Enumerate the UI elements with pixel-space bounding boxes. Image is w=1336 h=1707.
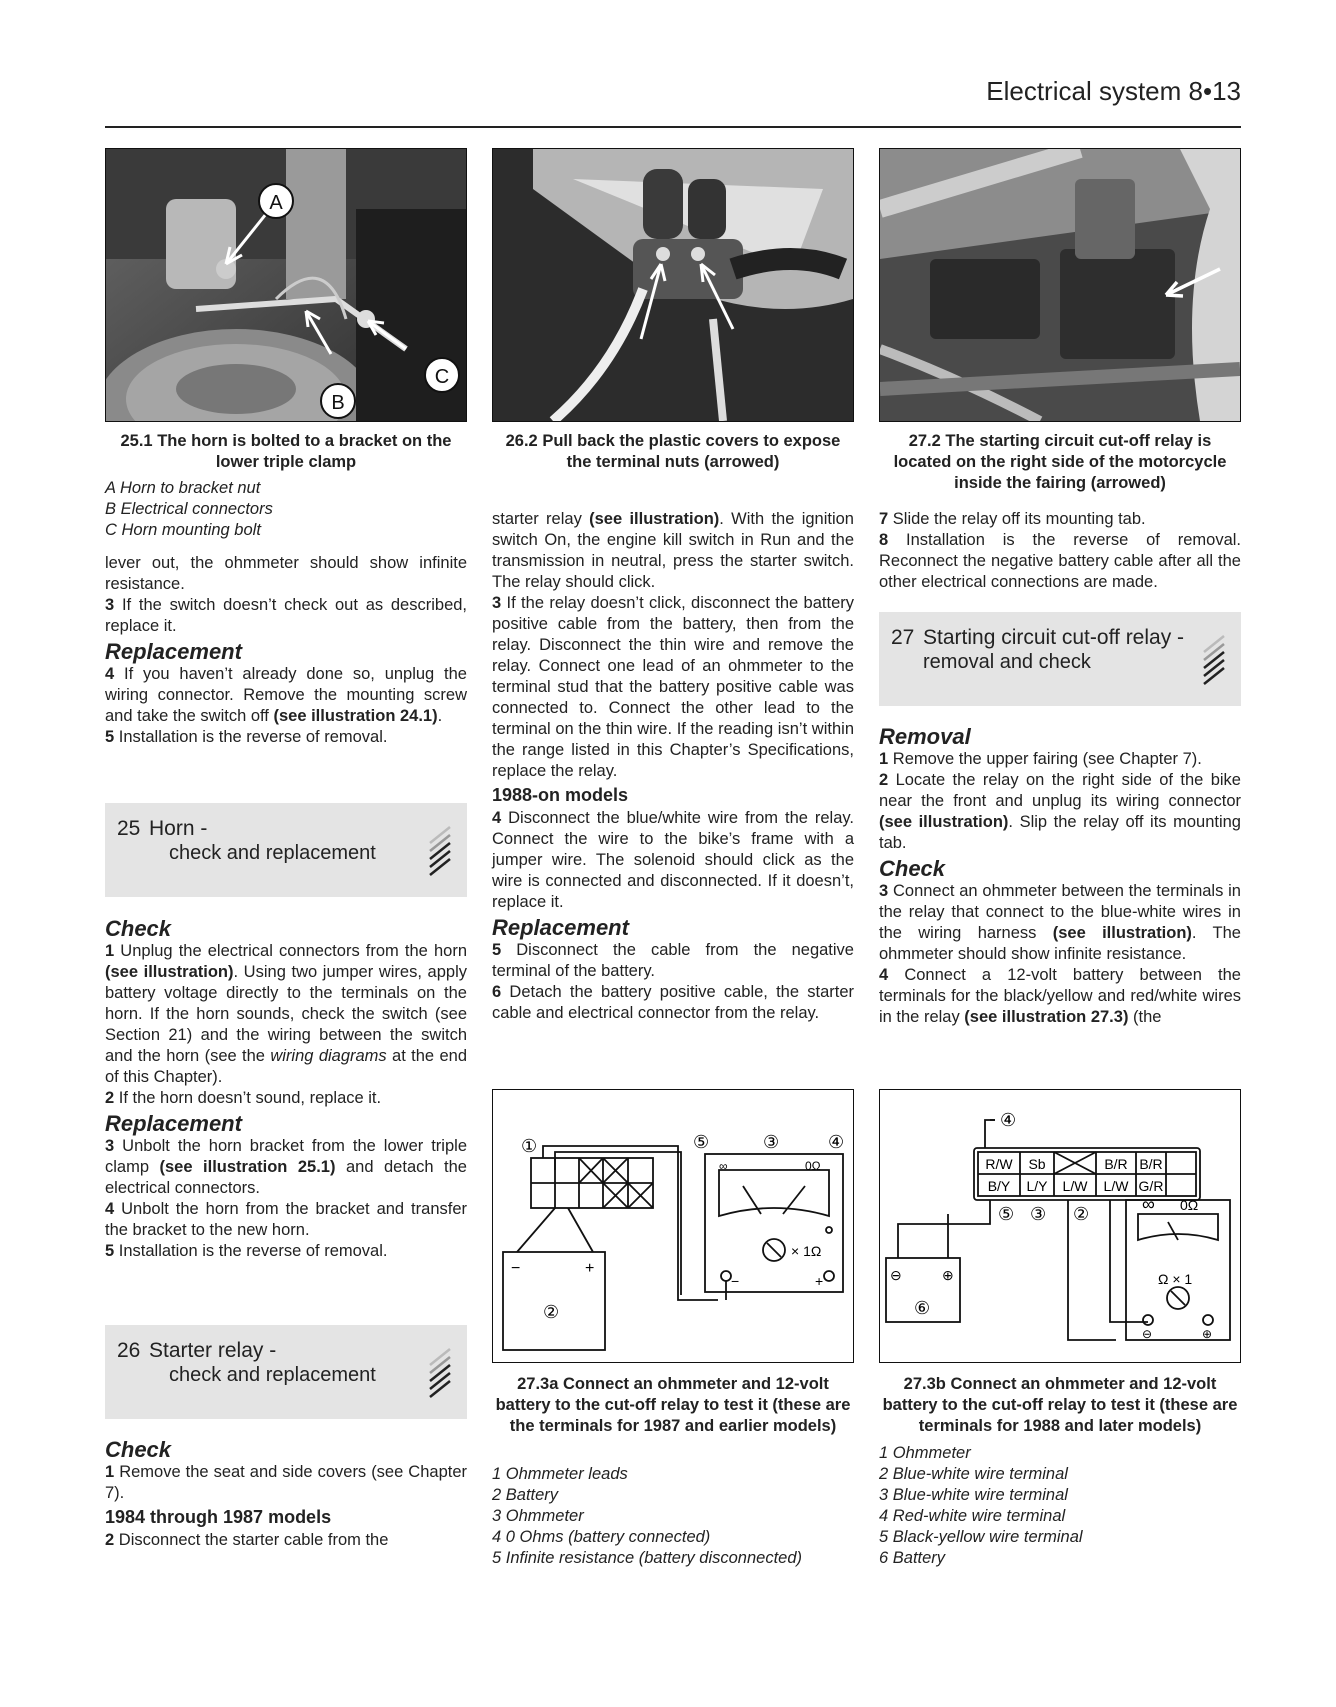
paragraph: 4 Connect a 12-volt battery between the terminals for the black/yellow and red/white wires in the relay (see illustration 27.3) (the xyxy=(879,966,1241,1026)
heading-check: Check xyxy=(105,916,172,941)
col3-text-mid xyxy=(879,722,1241,1028)
legend-item: 3 Blue-white wire terminal xyxy=(879,1486,1068,1504)
meter-minus: ⊖ xyxy=(1142,1327,1153,1341)
meter-infinity: ∞ xyxy=(1142,1194,1155,1214)
photo-starter-relay xyxy=(492,148,854,422)
paragraph: 4 Unbolt the horn from the bracket and transfer the bracket to the new horn. xyxy=(105,1200,467,1239)
battery-minus: − xyxy=(511,1260,521,1277)
photo-horn xyxy=(105,148,467,422)
paragraph: 1 Remove the seat and side covers (see Chapter 7). xyxy=(105,1463,467,1502)
section-number: 25 xyxy=(117,817,141,840)
terminal-label: G/R xyxy=(1138,1178,1164,1194)
callout-3: ③ xyxy=(1030,1204,1047,1224)
page-header xyxy=(105,70,1241,128)
meter-zero: 0Ω xyxy=(1180,1197,1199,1213)
paragraph: 5 Installation is the reverse of removal. xyxy=(105,1242,388,1260)
terminal-label: Sb xyxy=(1028,1156,1046,1172)
legend-item: 2 Battery xyxy=(492,1486,559,1504)
paragraph: 8 Installation is the reverse of removal. Reconnect the negative battery cable after all the other electrical connections are made. xyxy=(879,531,1241,591)
diagram-27-3a-legend xyxy=(492,1464,854,1569)
col1-text-mid xyxy=(105,914,467,1262)
section-number: 26 xyxy=(117,1339,141,1362)
wrench-difficulty-icon xyxy=(425,815,455,881)
paragraph: 4 Disconnect the blue/white wire from the relay. Connect the wire to the bike’s frame with a jumper wire. The solenoid should click as the wire is connected and disconnected. If it doesn’t, replace it. xyxy=(492,809,854,911)
photo-starter-relay-caption: 26.2 Pull back the plastic covers to expose the terminal nuts (arrowed) xyxy=(505,432,841,471)
diagram-27-3b-caption: 27.3b Connect an ohmmeter and 12-volt battery to the cut-off relay to test it (these are terminals for 1988 and later models) xyxy=(882,1375,1238,1435)
battery-plus: + xyxy=(585,1260,595,1277)
paragraph: 5 Disconnect the cable from the negative terminal of the battery. xyxy=(492,941,854,980)
photo-horn-legend xyxy=(105,478,467,541)
terminal-label: B/R xyxy=(1104,1156,1128,1172)
legend-item: 1 Ohmmeter xyxy=(879,1444,971,1462)
section-25-box xyxy=(105,803,467,897)
heading-replacement: Replacement xyxy=(105,639,242,664)
diagram-27-3b-legend xyxy=(879,1443,1241,1569)
wrench-difficulty-icon xyxy=(1199,624,1229,690)
paragraph: 6 Detach the battery positive cable, the starter cable and electrical connector from the relay. xyxy=(492,983,854,1022)
paragraph: starter relay (see illustration). With the ignition switch On, the engine kill switch in Run and the transmission in neutral, press the starter switch. The relay should click. xyxy=(492,510,854,591)
paragraph: 3 Unbolt the horn bracket from the lower triple clamp (see illustration 25.1) and detach the electrical connectors. xyxy=(105,1137,467,1197)
label-b: B xyxy=(331,392,345,414)
col1-text-top xyxy=(105,553,467,748)
heading-models-1984-1987: 1984 through 1987 models xyxy=(105,1507,332,1527)
page-title: Electrical system 8•13 xyxy=(986,76,1241,106)
section-number: 27 xyxy=(891,626,915,649)
heading-models-1988-on: 1988-on models xyxy=(492,785,629,805)
legend-item: 4 0 Ohms (battery connected) xyxy=(492,1528,711,1546)
battery-plus: ⊕ xyxy=(942,1267,954,1283)
heading-replacement: Replacement xyxy=(492,915,629,940)
meter-zero: 0Ω xyxy=(805,1159,821,1173)
heading-check: Check xyxy=(105,1437,172,1462)
legend-item: B Electrical connectors xyxy=(105,500,273,518)
paragraph: 2 If the horn doesn’t sound, replace it. xyxy=(105,1089,382,1107)
callout-3: ③ xyxy=(763,1132,780,1152)
terminal-label: L/Y xyxy=(1026,1178,1048,1194)
terminal-label: R/W xyxy=(985,1156,1013,1172)
terminal-label: L/W xyxy=(1062,1178,1088,1194)
paragraph: 1 Remove the upper fairing (see Chapter 7). xyxy=(879,750,1202,768)
heading-replacement: Replacement xyxy=(105,1111,242,1136)
diagram-27-3a-caption: 27.3a Connect an ohmmeter and 12-volt battery to the cut-off relay to test it (these are the terminals for 1987 and earlier models) xyxy=(495,1375,851,1435)
heading-removal: Removal xyxy=(879,724,971,749)
meter-plus: ⊕ xyxy=(1202,1327,1213,1341)
meter-range: × 1Ω xyxy=(791,1243,822,1259)
paragraph: 2 Disconnect the starter cable from the xyxy=(105,1531,389,1549)
meter-infinity: ∞ xyxy=(719,1159,728,1173)
callout-4: ④ xyxy=(828,1132,845,1152)
section-title: Starting circuit cut-off relay - removal and check xyxy=(923,626,1185,673)
callout-6: ⑥ xyxy=(914,1298,931,1318)
section-26-box xyxy=(105,1325,467,1419)
paragraph: lever out, the ohmmeter should show infinite resistance. xyxy=(105,554,467,593)
legend-item: 3 Ohmmeter xyxy=(492,1507,584,1525)
callout-4: ④ xyxy=(1000,1110,1017,1130)
section-title: Horn - check and replacement xyxy=(149,817,376,864)
terminal-label: L/W xyxy=(1103,1178,1129,1194)
paragraph: 2 Locate the relay on the right side of the bike near the front and unplug its wiring connector (see illustration). Slip the relay off its mounting tab. xyxy=(879,771,1241,852)
section-title: Starter relay - check and replacement xyxy=(149,1339,376,1386)
diagram-27-3a xyxy=(492,1089,854,1363)
callout-5: ⑤ xyxy=(998,1204,1015,1224)
paragraph: 1 Unplug the electrical connectors from the horn (see illustration). Using two jumper wires, apply battery voltage directly to the terminals on the horn. If the horn sounds, check the switch (see Section 21) and the wiring between the switch and the horn (see the wiring diagrams at the end of this Chapter). xyxy=(105,942,468,1086)
legend-item: 6 Battery xyxy=(879,1549,946,1567)
callout-2: ② xyxy=(1073,1204,1090,1224)
photo-cutoff-relay xyxy=(879,148,1241,422)
col3-text-top xyxy=(879,509,1241,593)
legend-item: 5 Black-yellow wire terminal xyxy=(879,1528,1083,1546)
col2-text xyxy=(492,509,854,1024)
legend-item: 4 Red-white wire terminal xyxy=(879,1507,1066,1525)
legend-item: 5 Infinite resistance (battery disconnected) xyxy=(492,1549,803,1567)
label-a: A xyxy=(269,192,283,214)
legend-item: 2 Blue-white wire terminal xyxy=(879,1465,1068,1483)
meter-plus: + xyxy=(815,1273,824,1289)
diagram-27-3b xyxy=(879,1089,1241,1363)
legend-item: C Horn mounting bolt xyxy=(105,521,261,539)
photo-cutoff-relay-caption: 27.2 The starting circuit cut-off relay is located on the right side of the motorcycle inside the fairing (arrowed) xyxy=(893,432,1227,492)
paragraph: 4 If you haven’t already done so, unplug the wiring connector. Remove the mounting screw and take the switch off (see illustration 24.1). xyxy=(105,665,467,725)
wrench-difficulty-icon xyxy=(425,1337,455,1403)
photo-horn-caption: 25.1 The horn is bolted to a bracket on the lower triple clamp xyxy=(120,432,452,471)
heading-check: Check xyxy=(879,856,946,881)
legend-item: A Horn to bracket nut xyxy=(105,479,261,497)
paragraph: 3 Connect an ohmmeter between the terminals in the relay that connect to the blue-white wires in the wiring harness (see illustration). The ohmmeter should show infinite resistance. xyxy=(879,882,1241,963)
col1-text-bottom xyxy=(105,1435,467,1551)
terminal-label: B/Y xyxy=(987,1178,1011,1194)
callout-1: ① xyxy=(521,1136,538,1156)
label-c: C xyxy=(434,366,450,388)
meter-range: Ω × 1 xyxy=(1158,1271,1193,1287)
callout-5: ⑤ xyxy=(693,1132,710,1152)
legend-item: 1 Ohmmeter leads xyxy=(492,1465,628,1483)
terminal-label: B/R xyxy=(1139,1156,1163,1172)
meter-minus: − xyxy=(731,1273,740,1289)
paragraph: 5 Installation is the reverse of removal. xyxy=(105,728,388,746)
section-27-box xyxy=(879,612,1241,706)
paragraph: 3 If the relay doesn’t click, disconnect the battery positive cable from the battery, then from the relay. Disconnect the thin wire and remove the relay. Connect one lead of an ohmmeter to the terminal stud that the battery positive cable was connected to. Connect the other lead to the terminal on the thin wire. If the reading isn’t within the range listed in this Chapter’s Specifications, replace the relay. xyxy=(492,594,854,780)
battery-minus: ⊖ xyxy=(890,1267,902,1283)
paragraph: 7 Slide the relay off its mounting tab. xyxy=(879,510,1146,528)
callout-2: ② xyxy=(543,1302,560,1322)
paragraph: 3 If the switch doesn’t check out as described, replace it. xyxy=(105,596,467,635)
